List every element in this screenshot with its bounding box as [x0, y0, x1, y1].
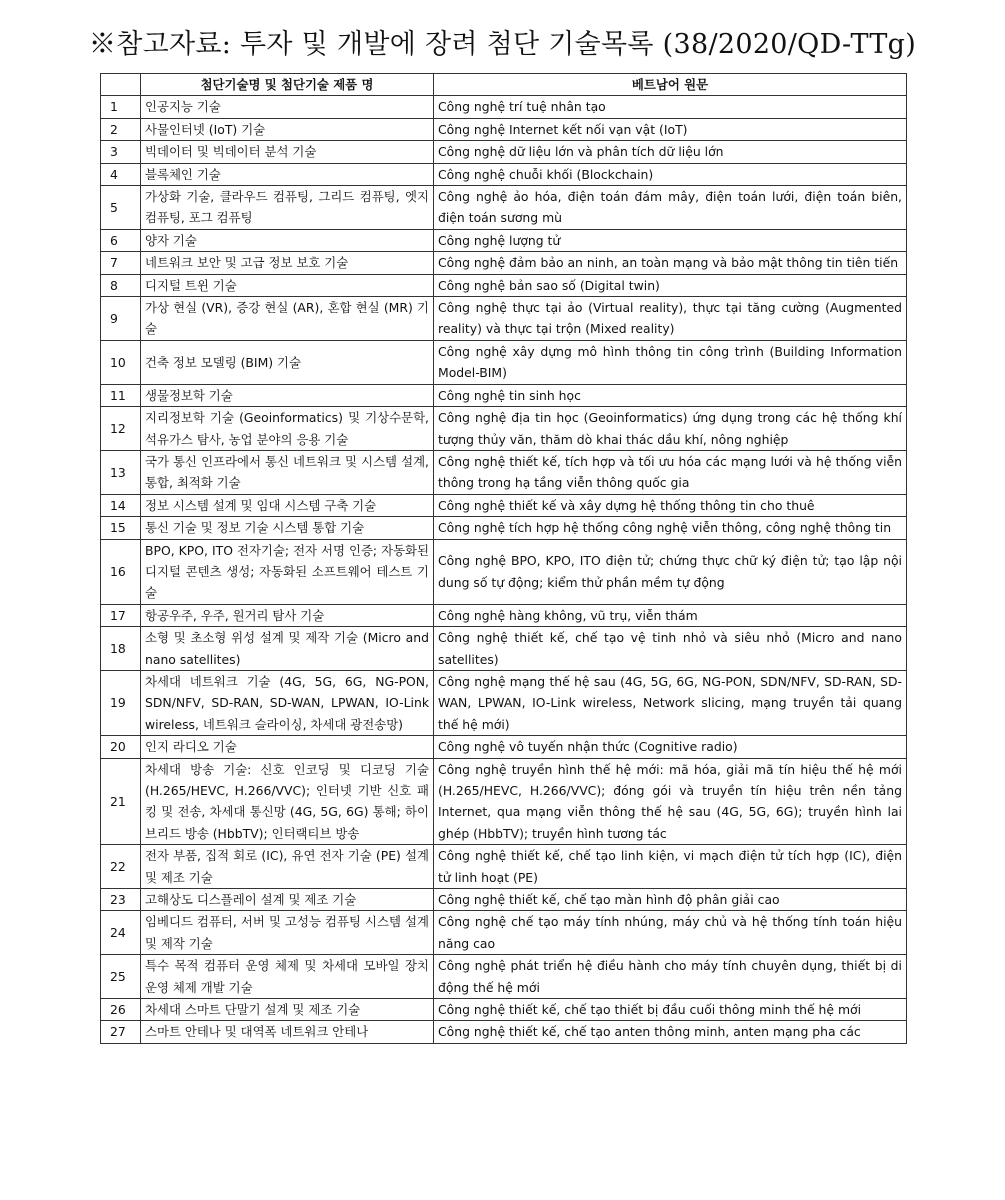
- row-number: 13: [101, 450, 141, 494]
- vietnamese-tech-name: Công nghệ trí tuệ nhân tạo: [434, 96, 907, 118]
- row-number: 17: [101, 604, 141, 626]
- row-number: 26: [101, 999, 141, 1021]
- vietnamese-tech-name: Công nghệ thực tại ảo (Virtual reality), thực tại tăng cường (Augmented reality) và thực tại trộn (Mixed reality): [434, 297, 907, 341]
- row-number: 23: [101, 889, 141, 911]
- row-number: 25: [101, 955, 141, 999]
- vietnamese-tech-name: Công nghệ chế tạo máy tính nhúng, máy chủ và hệ thống tính toán hiệu năng cao: [434, 911, 907, 955]
- korean-tech-name: 통신 기술 및 정보 기술 시스템 통합 기술: [141, 517, 434, 539]
- table-row: [101, 845, 907, 889]
- row-number: 1: [101, 96, 141, 118]
- row-number: 20: [101, 736, 141, 758]
- table-row: [101, 1021, 907, 1043]
- table-row: [101, 297, 907, 341]
- header-vietnamese-original: 베트남어 원문: [434, 74, 907, 96]
- vietnamese-tech-name: Công nghệ địa tin học (Geoinformatics) ứng dụng trong các hệ thống khí tượng thủy văn, thăm dò khai thác dầu khí, nông nghiệp: [434, 407, 907, 451]
- korean-tech-name: 차세대 방송 기술: 신호 인코딩 및 디코딩 기술 (H.265/HEVC, H.266/VVC); 인터넷 기반 신호 패킹 및 전송, 차세대 통신망 (4G, 5G, 6G) 통해; 하이브리드 방송 (HbbTV); 인터랙티브 방송: [141, 758, 434, 845]
- korean-tech-name: 차세대 스마트 단말기 설계 및 제조 기술: [141, 999, 434, 1021]
- row-number: 24: [101, 911, 141, 955]
- vietnamese-tech-name: Công nghệ đảm bảo an ninh, an toàn mạng và bảo mật thông tin tiên tiến: [434, 252, 907, 274]
- vietnamese-tech-name: Công nghệ truyền hình thế hệ mới: mã hóa, giải mã tín hiệu thế hệ mới (H.265/HEVC, H.266/VVC); đóng gói và truyền tín hiệu trên nền tảng Internet, qua mạng viễn thông thế hệ sau (4G, 5G, 6G); truyền hình lai ghép (HbbTV); truyền hình tương tác: [434, 758, 907, 845]
- table-row: [101, 450, 907, 494]
- table-row: [101, 141, 907, 163]
- row-number: 16: [101, 539, 141, 604]
- table-row: [101, 163, 907, 185]
- korean-tech-name: 특수 목적 컴퓨터 운영 체제 및 차세대 모바일 장치 운영 체제 개발 기술: [141, 955, 434, 999]
- table-row: [101, 539, 907, 604]
- table-row: [101, 517, 907, 539]
- vietnamese-tech-name: Công nghệ thiết kế, tích hợp và tối ưu hóa các mạng lưới và hệ thống viễn thông trong hạ tầng viễn thông quốc gia: [434, 450, 907, 494]
- table-row: [101, 96, 907, 118]
- row-number: 22: [101, 845, 141, 889]
- vietnamese-tech-name: Công nghệ hàng không, vũ trụ, viễn thám: [434, 604, 907, 626]
- vietnamese-tech-name: Công nghệ Internet kết nối vạn vật (IoT): [434, 118, 907, 140]
- korean-tech-name: 빅데이터 및 빅데이터 분석 기술: [141, 141, 434, 163]
- row-number: 27: [101, 1021, 141, 1043]
- row-number: 11: [101, 384, 141, 406]
- header-korean-name: 첨단기술명 및 첨단기술 제품 명: [141, 74, 434, 96]
- vietnamese-tech-name: Công nghệ phát triển hệ điều hành cho máy tính chuyên dụng, thiết bị di động thế hệ mới: [434, 955, 907, 999]
- table-row: [101, 384, 907, 406]
- table-row: [101, 604, 907, 626]
- table-row: [101, 911, 907, 955]
- tech-table: [100, 73, 907, 1044]
- row-number: 6: [101, 229, 141, 251]
- korean-tech-name: 인지 라디오 기술: [141, 736, 434, 758]
- korean-tech-name: 네트워크 보안 및 고급 정보 보호 기술: [141, 252, 434, 274]
- vietnamese-tech-name: Công nghệ BPO, KPO, ITO điện tử; chứng thực chữ ký điện tử; tạo lập nội dung số tự động; kiểm thử phần mềm tự động: [434, 539, 907, 604]
- table-row: [101, 889, 907, 911]
- table-row: [101, 229, 907, 251]
- row-number: 21: [101, 758, 141, 845]
- vietnamese-tech-name: Công nghệ tin sinh học: [434, 384, 907, 406]
- korean-tech-name: 전자 부품, 집적 회로 (IC), 유연 전자 기술 (PE) 설계 및 제조 기술: [141, 845, 434, 889]
- header-no: [101, 74, 141, 96]
- korean-tech-name: 디지털 트윈 기술: [141, 274, 434, 296]
- vietnamese-tech-name: Công nghệ vô tuyến nhận thức (Cognitive radio): [434, 736, 907, 758]
- vietnamese-tech-name: Công nghệ thiết kế, chế tạo màn hình độ phân giải cao: [434, 889, 907, 911]
- korean-tech-name: 임베디드 컴퓨터, 서버 및 고성능 컴퓨팅 시스템 설계 및 제작 기술: [141, 911, 434, 955]
- table-header-row: [101, 74, 907, 96]
- korean-tech-name: 생물정보학 기술: [141, 384, 434, 406]
- korean-tech-name: 인공지능 기술: [141, 96, 434, 118]
- row-number: 12: [101, 407, 141, 451]
- korean-tech-name: 소형 및 초소형 위성 설계 및 제작 기술 (Micro and nano satellites): [141, 627, 434, 671]
- korean-tech-name: 지리정보학 기술 (Geoinformatics) 및 기상수문학, 석유가스 탐사, 농업 분야의 응용 기술: [141, 407, 434, 451]
- korean-tech-name: 가상화 기술, 클라우드 컴퓨팅, 그리드 컴퓨팅, 엣지 컴퓨팅, 포그 컴퓨팅: [141, 186, 434, 230]
- table-row: [101, 736, 907, 758]
- table-body: [101, 96, 907, 1043]
- vietnamese-tech-name: Công nghệ thiết kế, chế tạo vệ tinh nhỏ và siêu nhỏ (Micro and nano satellites): [434, 627, 907, 671]
- row-number: 19: [101, 670, 141, 735]
- table-row: [101, 186, 907, 230]
- table-row: [101, 274, 907, 296]
- korean-tech-name: 양자 기술: [141, 229, 434, 251]
- vietnamese-tech-name: Công nghệ chuỗi khối (Blockchain): [434, 163, 907, 185]
- korean-tech-name: 스마트 안테나 및 대역폭 네트워크 안테나: [141, 1021, 434, 1043]
- table-row: [101, 407, 907, 451]
- vietnamese-tech-name: Công nghệ thiết kế và xây dựng hệ thống thông tin cho thuê: [434, 494, 907, 516]
- table-row: [101, 340, 907, 384]
- vietnamese-tech-name: Công nghệ dữ liệu lớn và phân tích dữ liệu lớn: [434, 141, 907, 163]
- row-number: 10: [101, 340, 141, 384]
- table-row: [101, 758, 907, 845]
- korean-tech-name: 블록체인 기술: [141, 163, 434, 185]
- table-row: [101, 494, 907, 516]
- page-title: ※참고자료: 투자 및 개발에 장려 첨단 기술목록 (38/2020/QD-TTg): [88, 29, 917, 60]
- row-number: 4: [101, 163, 141, 185]
- row-number: 14: [101, 494, 141, 516]
- row-number: 2: [101, 118, 141, 140]
- vietnamese-tech-name: Công nghệ thiết kế, chế tạo linh kiện, vi mạch điện tử tích hợp (IC), điện tử linh hoạt (PE): [434, 845, 907, 889]
- vietnamese-tech-name: Công nghệ thiết kế, chế tạo thiết bị đầu cuối thông minh thế hệ mới: [434, 999, 907, 1021]
- vietnamese-tech-name: Công nghệ thiết kế, chế tạo anten thông minh, anten mạng pha các: [434, 1021, 907, 1043]
- row-number: 5: [101, 186, 141, 230]
- table-row: [101, 627, 907, 671]
- vietnamese-tech-name: Công nghệ xây dựng mô hình thông tin công trình (Building Information Model-BIM): [434, 340, 907, 384]
- table-row: [101, 999, 907, 1021]
- row-number: 9: [101, 297, 141, 341]
- korean-tech-name: 차세대 네트워크 기술 (4G, 5G, 6G, NG-PON, SDN/NFV, SD-RAN, SD-WAN, LPWAN, IO-Link wireless, 네트워크 슬라이싱, 차세대 광전송망): [141, 670, 434, 735]
- korean-tech-name: 항공우주, 우주, 원거리 탐사 기술: [141, 604, 434, 626]
- korean-tech-name: 정보 시스템 설계 및 임대 시스템 구축 기술: [141, 494, 434, 516]
- korean-tech-name: 사물인터넷 (IoT) 기술: [141, 118, 434, 140]
- korean-tech-name: 건축 정보 모델링 (BIM) 기술: [141, 340, 434, 384]
- row-number: 8: [101, 274, 141, 296]
- row-number: 15: [101, 517, 141, 539]
- table-row: [101, 252, 907, 274]
- table-row: [101, 118, 907, 140]
- vietnamese-tech-name: Công nghệ bản sao số (Digital twin): [434, 274, 907, 296]
- row-number: 3: [101, 141, 141, 163]
- table-row: [101, 670, 907, 735]
- korean-tech-name: 가상 현실 (VR), 증강 현실 (AR), 혼합 현실 (MR) 기술: [141, 297, 434, 341]
- vietnamese-tech-name: Công nghệ ảo hóa, điện toán đám mây, điện toán lưới, điện toán biên, điện toán sương mù: [434, 186, 907, 230]
- korean-tech-name: 국가 통신 인프라에서 통신 네트워크 및 시스템 설계, 통합, 최적화 기술: [141, 450, 434, 494]
- vietnamese-tech-name: Công nghệ tích hợp hệ thống công nghệ viễn thông, công nghệ thông tin: [434, 517, 907, 539]
- vietnamese-tech-name: Công nghệ lượng tử: [434, 229, 907, 251]
- korean-tech-name: 고해상도 디스플레이 설계 및 제조 기술: [141, 889, 434, 911]
- korean-tech-name: BPO, KPO, ITO 전자기술; 전자 서명 인증; 자동화된 디지털 콘텐츠 생성; 자동화된 소프트웨어 테스트 기술: [141, 539, 434, 604]
- row-number: 18: [101, 627, 141, 671]
- vietnamese-tech-name: Công nghệ mạng thế hệ sau (4G, 5G, 6G, NG-PON, SDN/NFV, SD-RAN, SD-WAN, LPWAN, IO-Link wireless, Network slicing, mạng truyền tải quang thế hệ mới): [434, 670, 907, 735]
- row-number: 7: [101, 252, 141, 274]
- table-row: [101, 955, 907, 999]
- tech-table-container: [100, 73, 906, 1044]
